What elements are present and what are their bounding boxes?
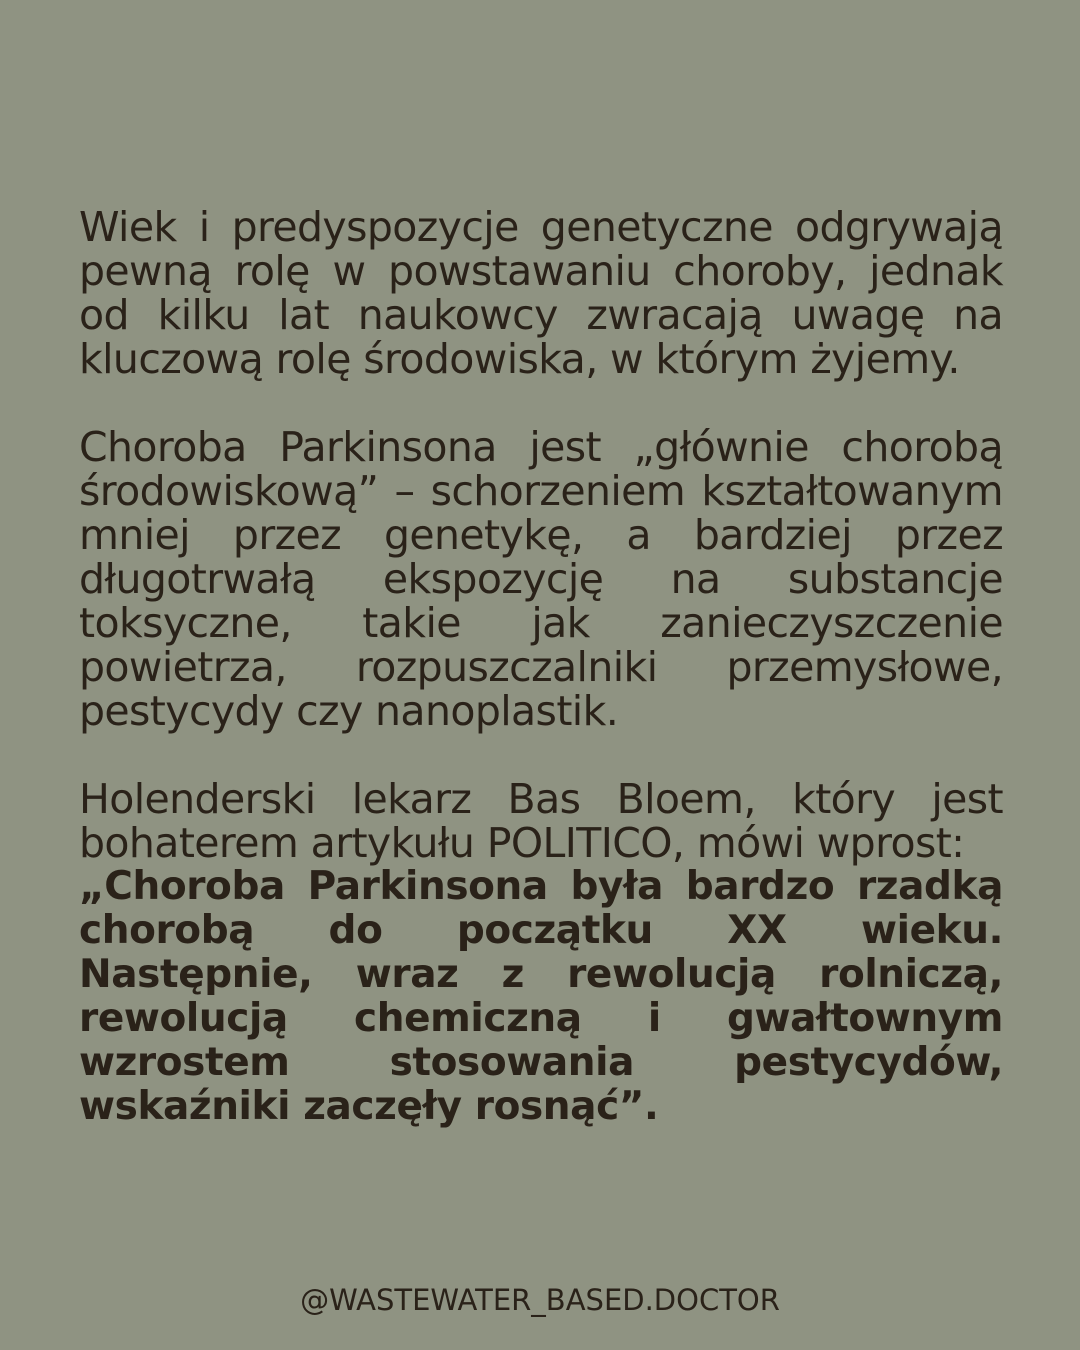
article-body [79,205,1003,1129]
account-handle: @WASTEWATER_BASED.DOCTOR [300,1283,780,1317]
paragraph-environmental-disease: Choroba Parkinsona jest „głównie chorobą środowiskową” – schorzeniem kształtowanym mniej przez genetykę, a bardziej przez długotrwałą ekspozycję na substancje toksyczne, takie jak zanieczyszczenie powietrza, rozpuszczalniki przemysłowe, pestycydy czy nanoplastik. [79,423,1003,735]
paragraph-spacer [79,733,1003,777]
bas-bloem-quote: „Choroba Parkinsona była bardzo rzadką chorobą do początku XX wieku. Następnie, wraz z rewolucją rolniczą, rewolucją chemiczną i gwałtownym wzrostem stosowania pestycydów, wskaźniki zaczęły rosnąć”. [79,864,1003,1129]
paragraph-bas-bloem-intro: Holenderski lekarz Bas Bloem, który jest bohaterem artykułu POLITICO, mówi wprost: [79,775,1003,867]
paragraph-spacer [79,381,1003,425]
paragraph-genetics: Wiek i predyspozycje genetyczne odgrywają pewną rolę w powstawaniu choroby, jednak od kilku lat naukowcy zwracają uwagę na kluczową rolę środowiska, w którym żyjemy. [79,203,1003,383]
